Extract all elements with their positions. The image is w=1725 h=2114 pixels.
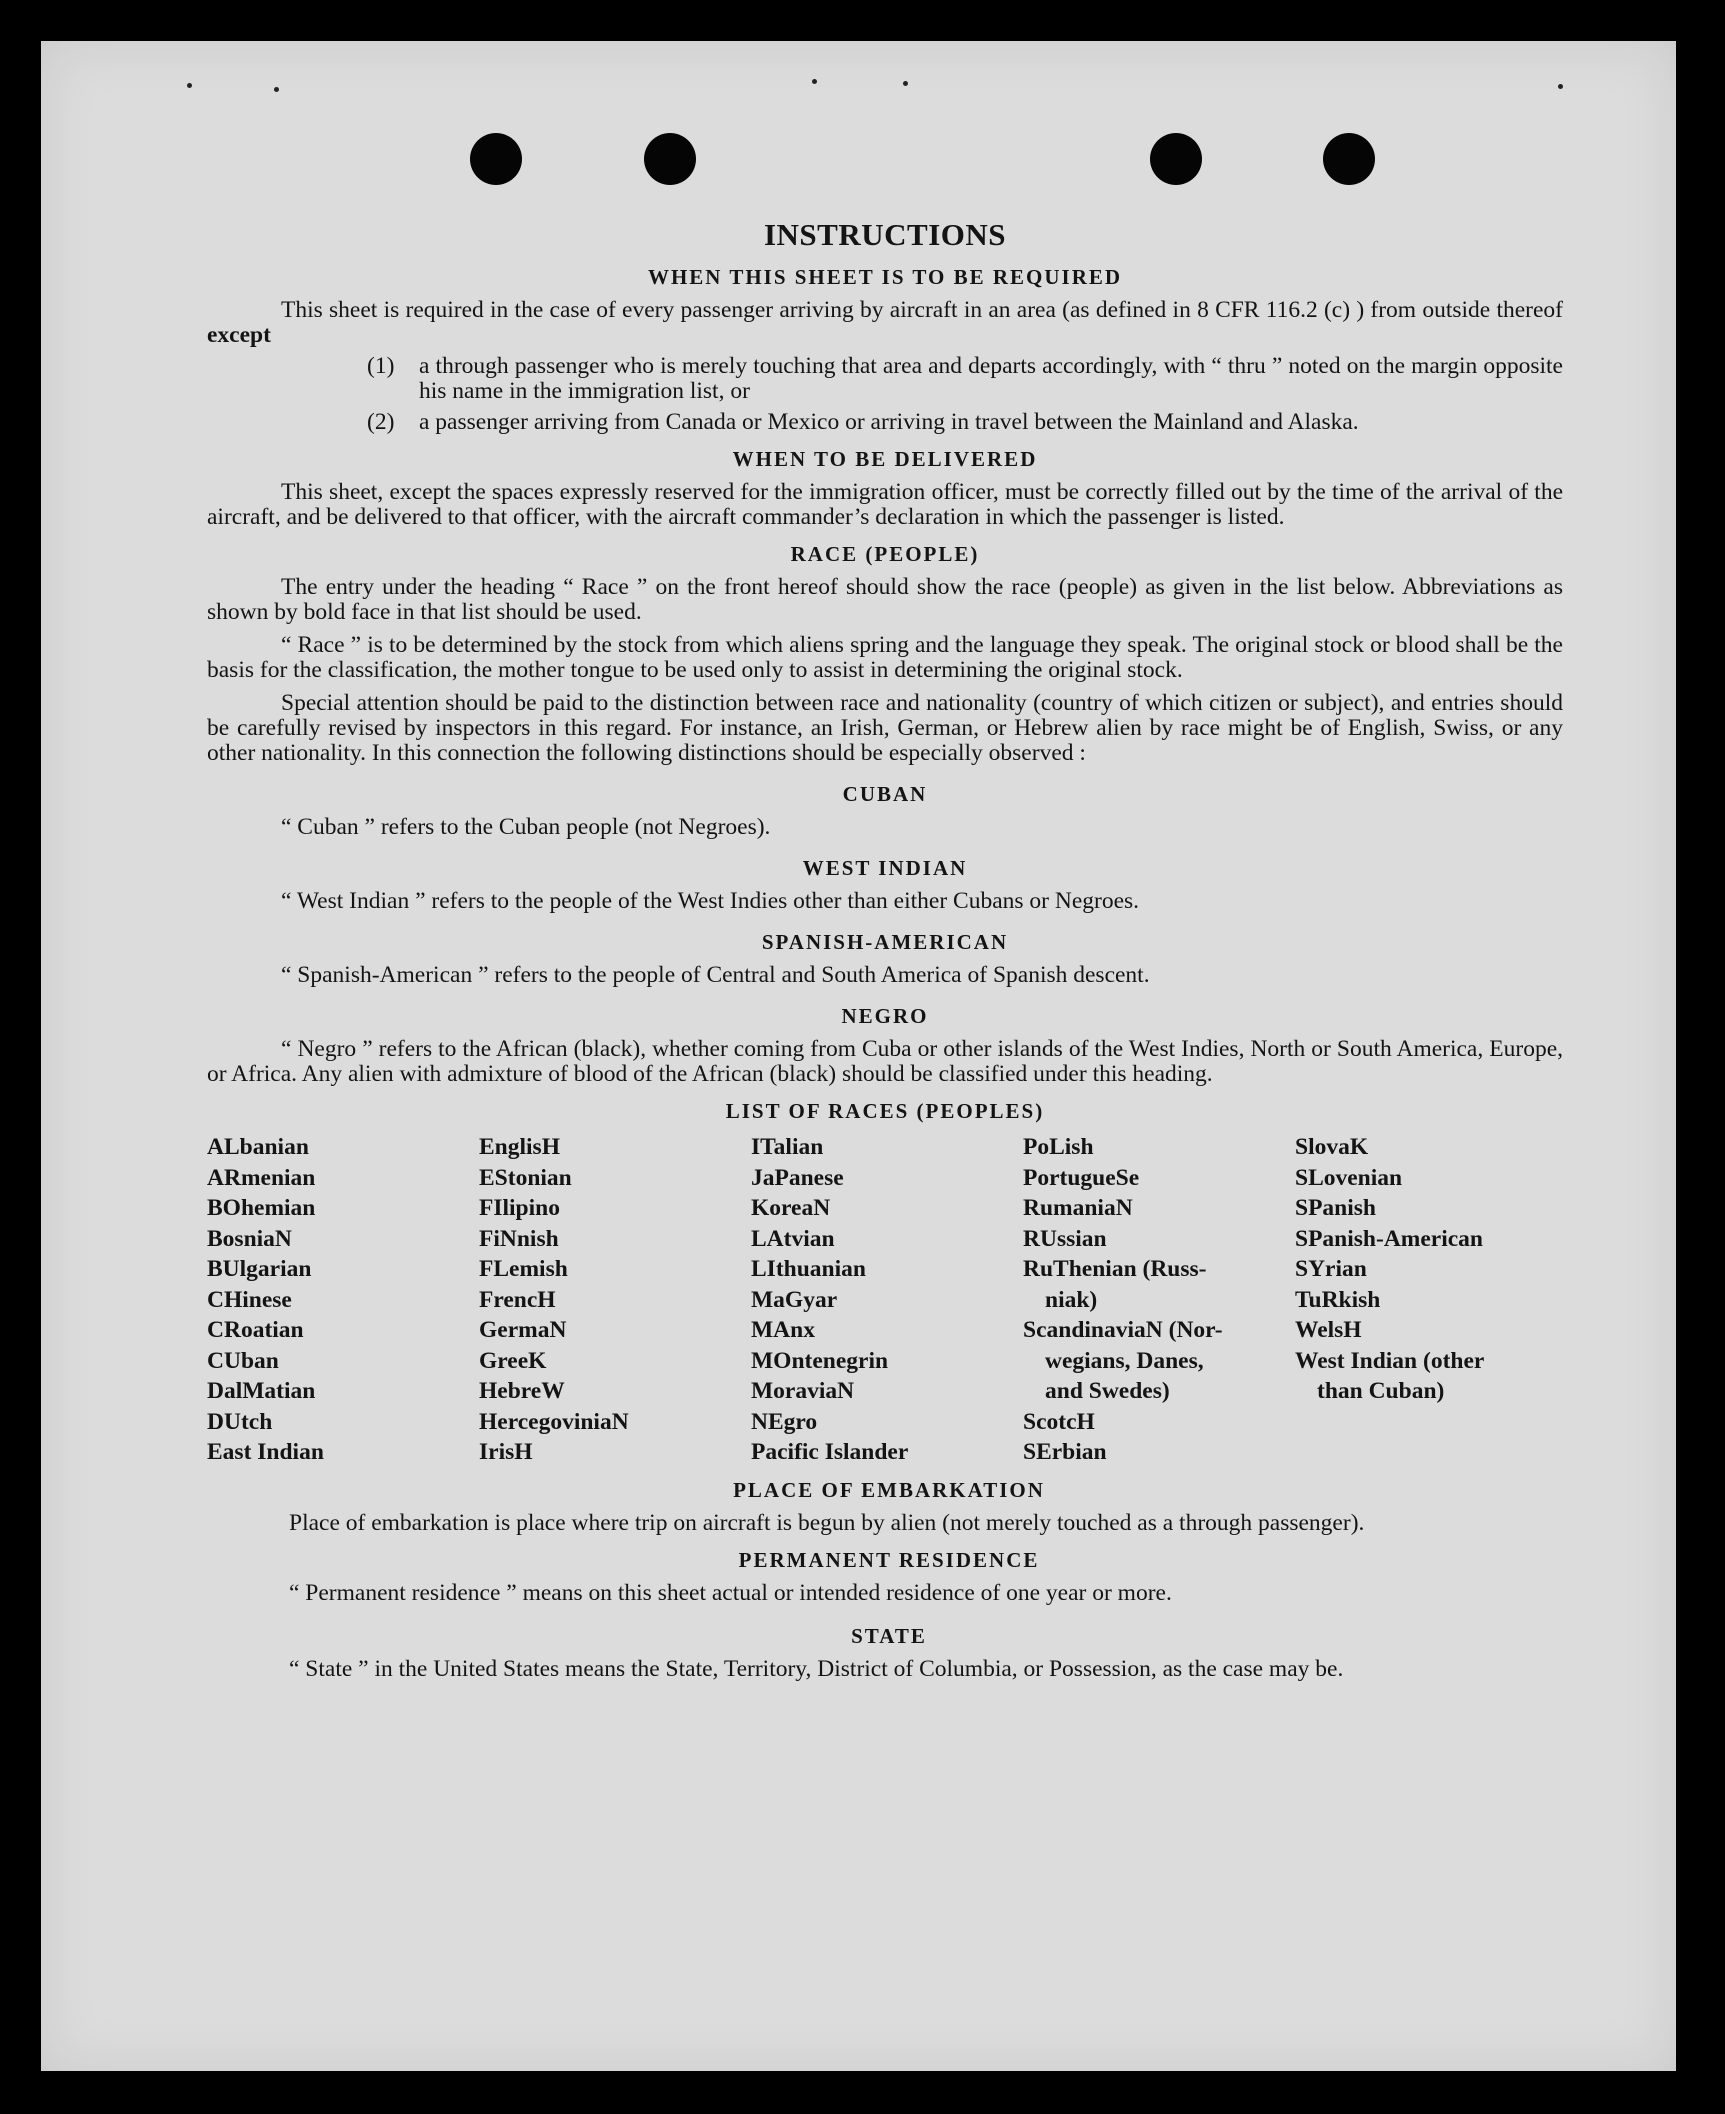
race-entry: LAtvian	[751, 1225, 835, 1252]
race-column	[1295, 1132, 1567, 1468]
race-entry: East Indian	[207, 1439, 324, 1465]
paragraph-race-3: Special attention should be paid to the distinction between race and nationality (country of which citizen or subject), and entries should be carefully revised by inspectors in this regard. For instance, an Irish, German, or Hebrew alien by race might be of English, Swiss, or any other nationality. In this connection the following distinctions should be especially observed :	[207, 690, 1563, 766]
race-entry: HebreW	[479, 1378, 565, 1404]
race-entry: KoreaN	[751, 1195, 831, 1221]
race-entry: EnglisH	[479, 1134, 560, 1160]
paragraph-west-indian: “ West Indian ” refers to the people of the West Indies other than either Cubans or Negroes.	[281, 888, 1140, 914]
race-entry: West Indian (other than Cuban)	[1295, 1347, 1485, 1404]
heading-embarkation: PLACE OF EMBARKATION	[733, 1477, 1045, 1502]
race-entry: PoLish	[1023, 1134, 1094, 1160]
race-entry: ScotcH	[1023, 1408, 1095, 1435]
race-entry: ARmenian	[207, 1164, 316, 1191]
race-entry: TuRkish	[1295, 1286, 1381, 1313]
race-entry: FIlipino	[479, 1195, 560, 1221]
race-entry: FrencH	[479, 1286, 556, 1313]
list-item: (1) a through passenger who is merely touching that area and departs accordingly, with “ thru ” noted on the margin opposite his name in the immigration list, or	[367, 353, 1563, 404]
heading-when-delivered: WHEN TO BE DELIVERED	[732, 447, 1038, 471]
race-entry: MAnx	[751, 1317, 815, 1343]
race-entry: WelsH	[1295, 1317, 1362, 1343]
lower-sections	[215, 1478, 1563, 1682]
race-entry: Pacific Islander	[751, 1439, 909, 1465]
race-entry: SPanish	[1295, 1195, 1376, 1221]
paragraph-when-delivered: This sheet, except the spaces expressly reserved for the immigration officer, must be correctly filled out by the time of the arrival of the aircraft, and be delivered to that officer, with the aircraft commander’s declaration in which the passenger is listed.	[207, 479, 1563, 530]
race-entry: MoraviaN	[751, 1378, 855, 1404]
race-entry: SLovenian	[1295, 1164, 1403, 1191]
race-entry: FLemish	[479, 1256, 568, 1282]
race-entry: SErbian	[1023, 1439, 1107, 1465]
page-title: INSTRUCTIONS	[763, 217, 1006, 252]
race-entry: ScandinaviaN (Nor- wegians, Danes, and Swedes)	[1023, 1317, 1223, 1404]
heading-west-indian: WEST INDIAN	[802, 856, 968, 880]
race-entry: FiNnish	[479, 1225, 559, 1252]
heading-cuban: CUBAN	[842, 782, 928, 806]
speck	[812, 79, 817, 84]
paragraph-spanish-american: “ Spanish-American ” refers to the people of Central and South America of Spanish descent.	[281, 962, 1150, 988]
race-entry: CRoatian	[207, 1317, 304, 1343]
paragraph-embarkation: Place of embarkation is place where trip on aircraft is begun by alien (not merely touched as a through passenger).	[289, 1509, 1365, 1536]
race-entry: SPanish-American	[1295, 1225, 1483, 1252]
heading-negro: NEGRO	[841, 1004, 929, 1028]
race-entry: RuThenian (Russ- niak)	[1023, 1256, 1207, 1313]
race-entry: IrisH	[479, 1439, 533, 1465]
document-sheet	[41, 41, 1676, 2071]
race-entry: MOntenegrin	[751, 1347, 889, 1374]
heading-race: RACE (PEOPLE)	[790, 542, 980, 566]
race-column	[207, 1132, 479, 1468]
race-entry: ALbanian	[207, 1134, 309, 1160]
paragraph-residence: “ Permanent residence ” means on this sheet actual or intended residence of one year or more.	[289, 1579, 1172, 1606]
heading-list-of-races: LIST OF RACES (PEOPLES)	[725, 1099, 1045, 1123]
heading-spanish-american: SPANISH-AMERICAN	[761, 930, 1009, 954]
race-column	[751, 1132, 1023, 1468]
race-entry: DUtch	[207, 1408, 273, 1435]
races-table	[207, 1132, 1563, 1468]
race-entry: JaPanese	[751, 1164, 844, 1191]
race-entry: BOhemian	[207, 1195, 316, 1221]
race-entry: SYrian	[1295, 1256, 1367, 1282]
instructions-content	[207, 171, 1563, 1682]
paragraph-race-2: “ Race ” is to be determined by the stock from which aliens spring and the language they speak. The original stock or blood shall be the basis for the classification, the mother tongue to be used only to assist in determining the original stock.	[207, 632, 1563, 683]
speck	[187, 83, 192, 88]
race-entry: BosniaN	[207, 1225, 292, 1252]
heading-when-required: WHEN THIS SHEET IS TO BE REQUIRED	[647, 265, 1123, 289]
race-entry: DalMatian	[207, 1378, 316, 1404]
race-entry: CHinese	[207, 1286, 292, 1313]
race-entry: RumaniaN	[1023, 1195, 1133, 1221]
speck	[274, 87, 279, 92]
speck	[903, 81, 908, 86]
paragraph-state: “ State ” in the United States means the State, Territory, District of Columbia, or Possession, as the case may be.	[289, 1655, 1344, 1682]
race-entry: SlovaK	[1295, 1134, 1369, 1160]
race-entry: EStonian	[479, 1164, 572, 1191]
race-column	[479, 1132, 751, 1468]
race-entry: NEgro	[751, 1408, 818, 1435]
race-entry: CUban	[207, 1347, 279, 1374]
paragraph-when-required: This sheet is required in the case of every passenger arriving by aircraft in an area (as defined in 8 CFR 116.2 (c) ) from outside thereof except	[207, 297, 1563, 348]
race-entry: LIthuanian	[751, 1256, 866, 1282]
race-entry: PortugueSe	[1023, 1164, 1140, 1191]
race-entry: ITalian	[751, 1134, 824, 1160]
race-entry: MaGyar	[751, 1286, 838, 1313]
race-entry: BUlgarian	[207, 1256, 312, 1282]
paragraph-negro: “ Negro ” refers to the African (black), whether coming from Cuba or other islands of the West Indies, North or South America, Europe, or Africa. Any alien with admixture of blood of the African (black) should be classified under this heading.	[207, 1036, 1563, 1087]
race-entry: GreeK	[479, 1347, 547, 1374]
race-column	[1023, 1132, 1295, 1468]
heading-state: STATE	[851, 1623, 927, 1648]
speck	[1558, 84, 1563, 89]
race-entry: GermaN	[479, 1317, 567, 1343]
race-entry: RUssian	[1023, 1225, 1107, 1252]
race-entry: HercegoviniaN	[479, 1408, 629, 1435]
heading-residence: PERMANENT RESIDENCE	[738, 1547, 1040, 1572]
paragraph-cuban: “ Cuban ” refers to the Cuban people (not Negroes).	[281, 814, 771, 840]
list-item: (2) a passenger arriving from Canada or Mexico or arriving in travel between the Mainland and Alaska.	[367, 409, 1359, 435]
paragraph-race-1: The entry under the heading “ Race ” on the front hereof should show the race (people) as given in the list below. Abbreviations as shown by bold face in that list should be used.	[207, 574, 1563, 625]
